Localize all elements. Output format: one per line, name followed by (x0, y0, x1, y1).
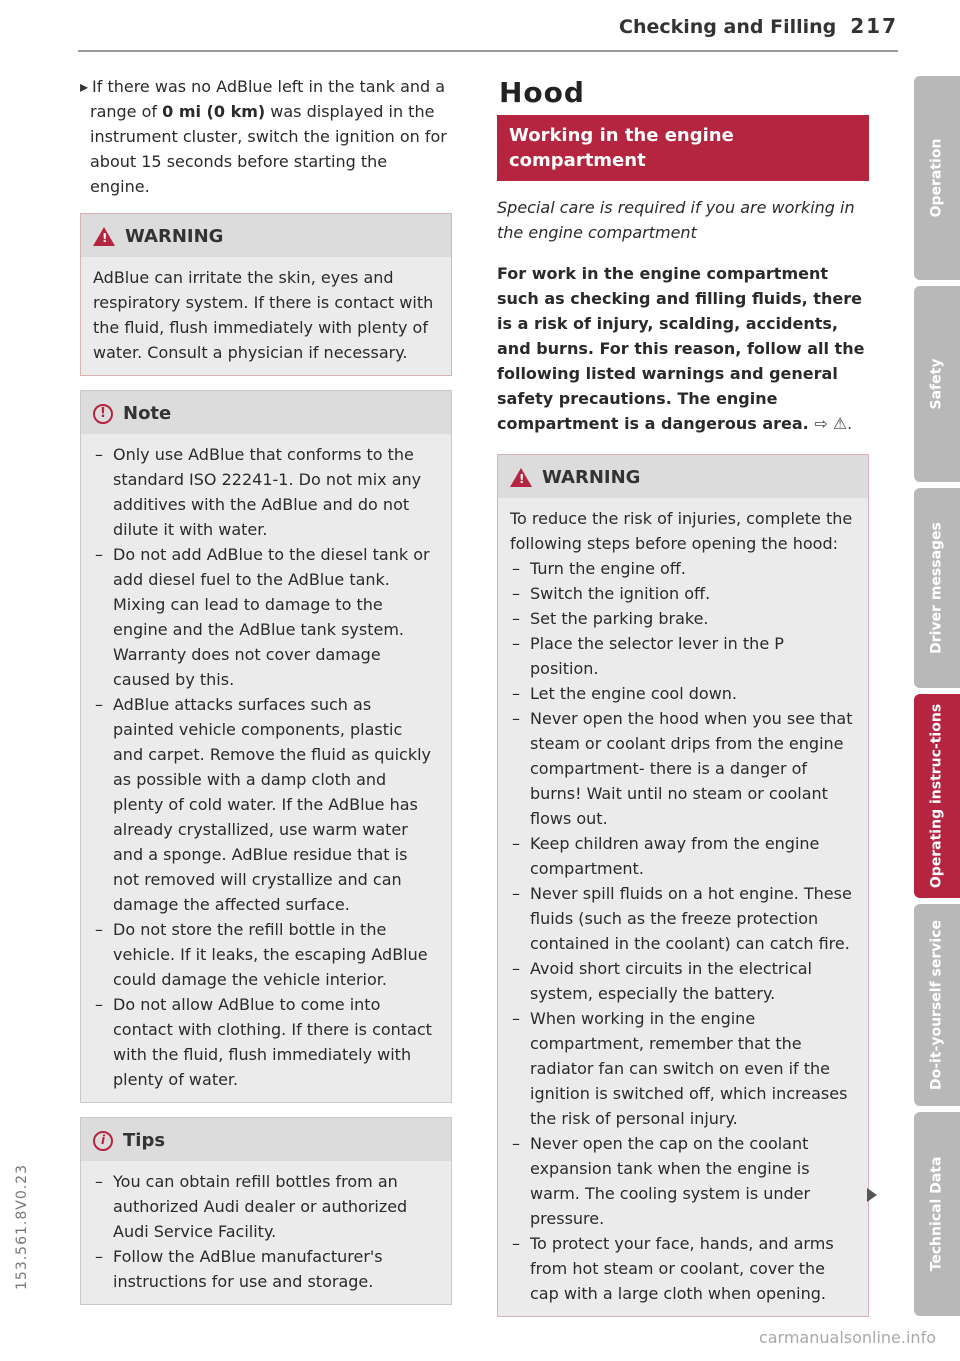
warning-list (510, 556, 854, 1306)
chapter-title: Checking and Filling (619, 16, 837, 38)
tips-body (81, 1161, 451, 1304)
bold-paragraph: For work in the engine compartment such as checking and filling fluids, there is a risk of injury, scalding, accidents, and burns. For this reason, follow all the following listed warnings and general safety precautions. The engine compartment is a dangerous area. ⇨ ⚠. (497, 264, 865, 433)
bullet-arrow-icon: ▸ (80, 77, 89, 96)
warning-box-left (80, 213, 452, 376)
warning-triangle-icon (510, 468, 532, 487)
list-item: – Switch the ignition off. (510, 581, 854, 606)
info-icon: i (93, 1131, 113, 1151)
note-body (81, 434, 451, 1102)
list-item: – Never open the cap on the coolant expansion tank when the engine is warm. The cooling system is under pressure. (510, 1131, 854, 1231)
note-list (93, 442, 437, 1092)
continue-arrow-icon (867, 1188, 877, 1202)
warning-reference-link[interactable]: ⇨ ⚠. (814, 414, 853, 433)
tips-header: i Tips (81, 1118, 451, 1161)
side-tab-operating-instructions[interactable]: Operating instruc-tions (914, 694, 960, 898)
intro-paragraph: ▸ If there was no AdBlue left in the tank and a range of 0 mi (0 km) was displayed in the instrument cluster, switch the ignition on for about 15 seconds before starting the engine. (80, 74, 452, 199)
page-number: 217 (850, 14, 898, 38)
list-item: – Place the selector lever in the P position. (510, 631, 854, 681)
side-tab-safety[interactable]: Safety (914, 286, 960, 482)
list-item: – You can obtain refill bottles from an authorized Audi dealer or authorized Audi Service Facility. (93, 1169, 437, 1244)
tips-box (80, 1117, 452, 1305)
list-item: – Never spill fluids on a hot engine. These fluids (such as the freeze protection contained in the coolant) can catch fire. (510, 881, 854, 956)
right-column (497, 74, 869, 1331)
list-item: – Never open the hood when you see that steam or coolant drips from the engine compartment- there is a danger of burns! Wait until no steam or coolant flows out. (510, 706, 854, 831)
list-item: – Keep children away from the engine compartment. (510, 831, 854, 881)
tips-list (93, 1169, 437, 1294)
list-item: – Set the parking brake. (510, 606, 854, 631)
side-tab-technical-data[interactable]: Technical Data (914, 1112, 960, 1316)
document-code: 153.561.8V0.23 (14, 1164, 30, 1290)
watermark: carmanualsonline.info (758, 1328, 936, 1347)
list-item: – Do not store the refill bottle in the vehicle. If it leaks, the escaping AdBlue could damage the vehicle interior. (93, 917, 437, 992)
list-item: – To protect your face, hands, and arms from hot steam or coolant, cover the cap with a large cloth when opening. (510, 1231, 854, 1306)
list-item: – Let the engine cool down. (510, 681, 854, 706)
list-item: – Turn the engine off. (510, 556, 854, 581)
list-item: – Only use AdBlue that conforms to the standard ISO 22241-1. Do not mix any additives with the AdBlue and do not dilute it with water. (93, 442, 437, 542)
list-item: – Do not allow AdBlue to come into contact with clothing. If there is contact with the fluid, flush immediately with plenty of water. (93, 992, 437, 1092)
warning-body (498, 498, 868, 1316)
side-tab-driver-messages[interactable]: Driver messages (914, 488, 960, 688)
header-rule (78, 50, 898, 52)
warning-box-right (497, 454, 869, 1317)
list-item: – Follow the AdBlue manufacturer's instructions for use and storage. (93, 1244, 437, 1294)
note-header: ! Note (81, 391, 451, 434)
note-box (80, 390, 452, 1103)
list-item: – AdBlue attacks surfaces such as painted vehicle components, plastic and carpet. Remove the fluid as quickly as possible with a damp cloth and plenty of cold water. If the AdBlue has already crystallized, use warm water and a sponge. AdBlue residue that is not removed will crystallize and can damage the affected surface. (93, 692, 437, 917)
warning-body (81, 257, 451, 375)
list-item: – Avoid short circuits in the electrical system, especially the battery. (510, 956, 854, 1006)
warning-header: ! WARNING (498, 455, 868, 498)
side-tab-do-it-yourself[interactable]: Do-it-yourself service (914, 904, 960, 1106)
warning-text: AdBlue can irritate the skin, eyes and respiratory system. If there is contact with the fluid, flush immediately with plenty of water. Consult a physician if necessary. (93, 268, 434, 362)
page-header (619, 14, 898, 38)
warning-lead: To reduce the risk of injuries, complete the following steps before opening the hood: (510, 509, 853, 553)
section-title: Hood (499, 76, 585, 109)
warning-triangle-icon (93, 227, 115, 246)
side-tab-operation[interactable]: Operation (914, 76, 960, 280)
list-item: – Do not add AdBlue to the diesel tank or add diesel fuel to the AdBlue tank. Mixing can lead to damage to the engine and the AdBlue tank system. Warranty does not cover damage caused by this. (93, 542, 437, 692)
list-item: – When working in the engine compartment, remember that the radiator fan can switch on even if the ignition is switched off, which increases the risk of personal injury. (510, 1006, 854, 1131)
note-exclamation-icon: ! (93, 404, 113, 424)
italic-intro: Special care is required if you are working in the engine compartment (497, 198, 855, 242)
left-column (80, 74, 452, 1319)
warning-header: ! WARNING (81, 214, 451, 257)
subsection-title: Working in the engine compartment (497, 115, 869, 181)
